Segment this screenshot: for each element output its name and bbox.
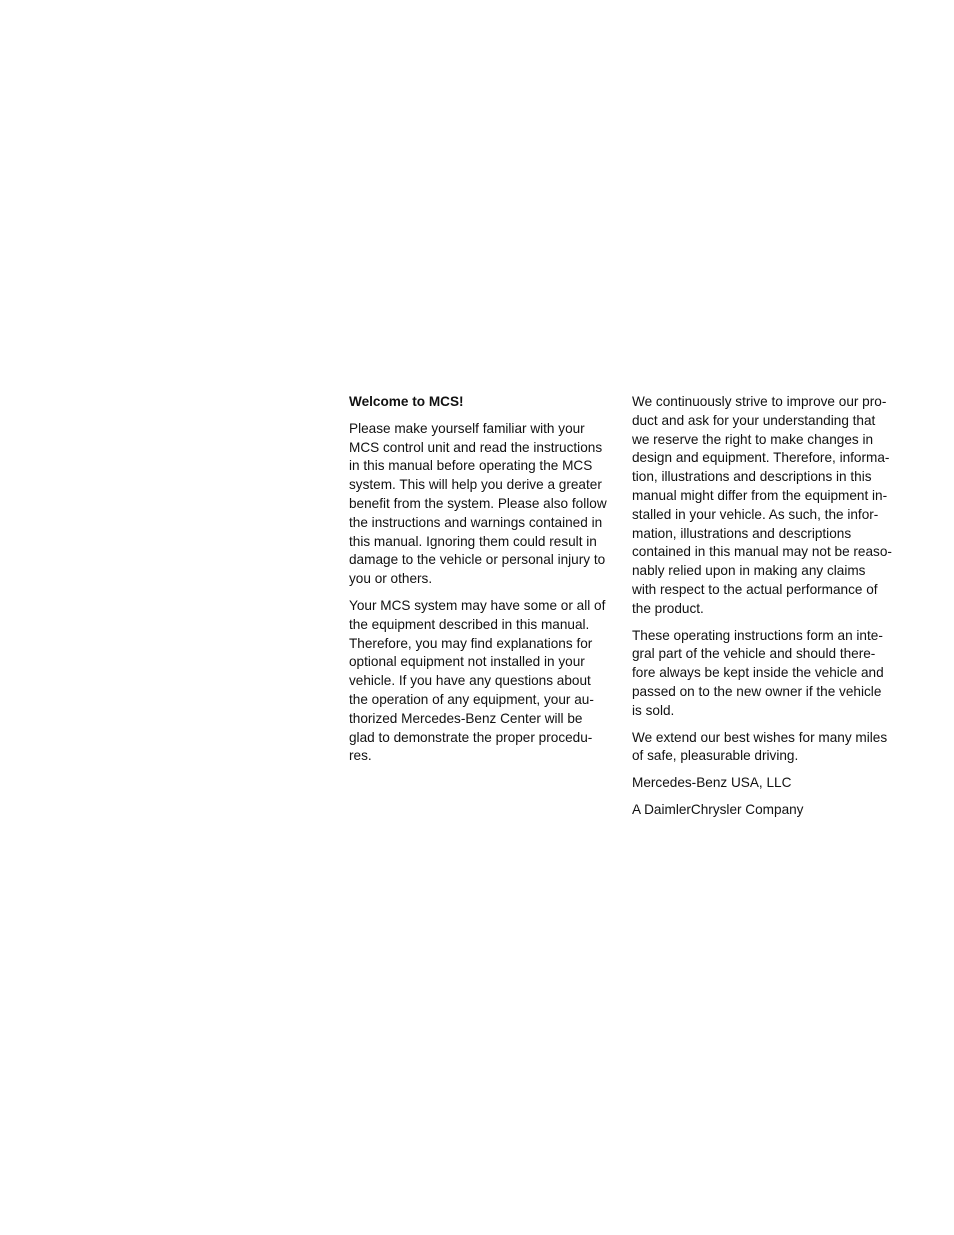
- text-line: manual might differ from the equipment in-: [632, 487, 888, 503]
- text-line: tion, illustrations and descriptions in this: [632, 469, 872, 485]
- text-line: We extend our best wishes for many miles: [632, 729, 888, 745]
- improvement-paragraph: [632, 393, 902, 619]
- text-line: gral part of the vehicle and should there-: [632, 646, 876, 662]
- equipment-paragraph: [349, 597, 615, 766]
- text-line: Please make yourself familiar with your: [349, 420, 585, 436]
- text-line: vehicle. If you have any questions about: [349, 673, 591, 689]
- text-line: Your MCS system may have some or all of: [349, 597, 606, 613]
- text-line: optional equipment not installed in your: [349, 654, 585, 670]
- text-line: the equipment described in this manual.: [349, 616, 590, 632]
- text-line: glad to demonstrate the proper procedu-: [349, 729, 593, 745]
- company-name: [632, 774, 902, 793]
- text-line: We continuously strive to improve our pro-: [632, 394, 887, 409]
- text-line: nably relied upon in making any claims: [632, 563, 866, 579]
- text-line: system. This will help you derive a greater: [349, 477, 602, 493]
- text-line: damage to the vehicle or personal injury to: [349, 552, 606, 568]
- text-line: the operation of any equipment, your au-: [349, 691, 594, 707]
- text-line: we reserve the right to make changes in: [632, 431, 874, 447]
- text-line: you or others.: [349, 571, 433, 587]
- instructions-paragraph: [632, 627, 902, 721]
- text-line: MCS control unit and read the instructions: [349, 439, 603, 455]
- text-line: Mercedes-Benz USA, LLC: [632, 775, 792, 791]
- right-column: [632, 393, 902, 828]
- text-line: Therefore, you may find explanations for: [349, 635, 593, 651]
- welcome-heading: Welcome to MCS!: [349, 394, 464, 409]
- text-line: passed on to the new owner if the vehicle: [632, 683, 882, 699]
- text-line: These operating instructions form an inte-: [632, 627, 883, 643]
- text-line: mation, illustrations and descriptions: [632, 525, 852, 541]
- text-line: of safe, pleasurable driving.: [632, 748, 799, 764]
- text-line: thorized Mercedes-Benz Center will be: [349, 710, 583, 726]
- text-line: in this manual before operating the MCS: [349, 458, 593, 474]
- parent-company: [632, 801, 902, 820]
- text-line: contained in this manual may not be reaso-: [632, 544, 892, 560]
- text-line: stalled in your vehicle. As such, the infor-: [632, 506, 879, 522]
- text-line: is sold.: [632, 702, 675, 718]
- text-line: res.: [349, 748, 372, 764]
- text-line: benefit from the system. Please also follow: [349, 495, 607, 511]
- text-line: design and equipment. Therefore, informa-: [632, 450, 890, 466]
- text-line: fore always be kept inside the vehicle and: [632, 665, 884, 681]
- text-line: with respect to the actual performance of: [632, 581, 878, 597]
- left-column: [349, 393, 615, 774]
- text-line: the product.: [632, 600, 704, 616]
- text-line: A DaimlerChrysler Company: [632, 801, 804, 817]
- text-line: duct and ask for your understanding that: [632, 412, 876, 428]
- text-line: the instructions and warnings contained in: [349, 514, 603, 530]
- wishes-paragraph: [632, 729, 902, 767]
- text-line: this manual. Ignoring them could result in: [349, 533, 597, 549]
- intro-paragraph: [349, 420, 615, 589]
